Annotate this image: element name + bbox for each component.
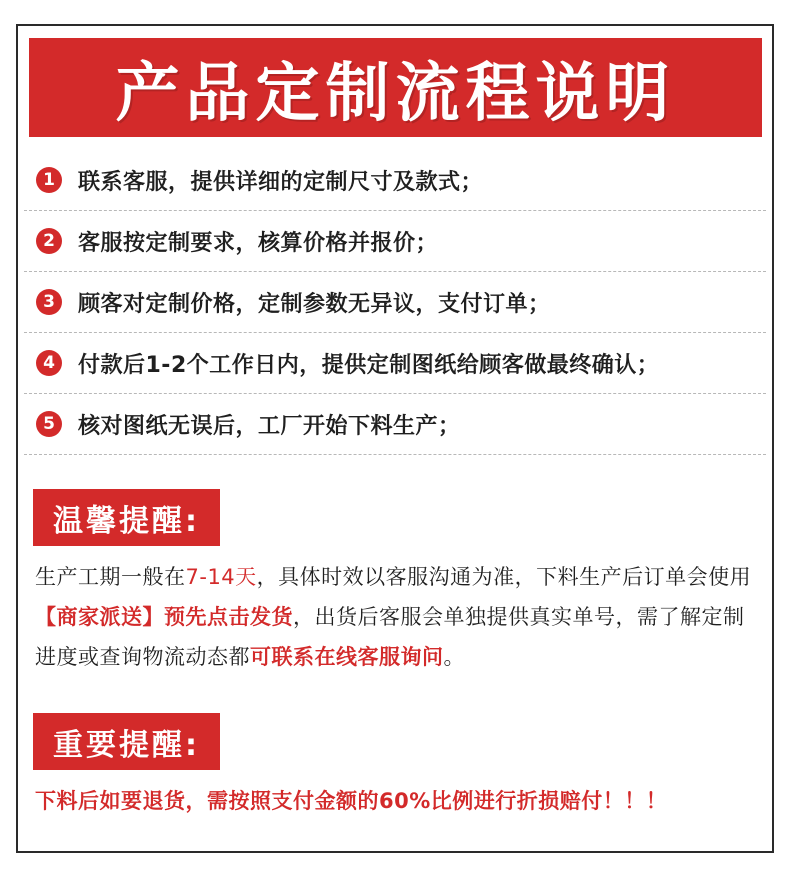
step-item — [24, 211, 766, 272]
step-number-badge: 3 — [36, 289, 62, 315]
step-number-badge: 5 — [36, 411, 62, 437]
tip-text: 生产工期一般在 — [35, 565, 186, 589]
tip-text: 。 — [443, 645, 465, 669]
step-text: 客服按定制要求，核算价格并报价； — [78, 230, 439, 256]
step-number-badge: 2 — [36, 228, 62, 254]
step-item — [24, 272, 766, 333]
step-text: 付款后1-2个工作日内，提供定制图纸给顾客做最终确认； — [78, 352, 660, 378]
tip-notice — [35, 557, 757, 677]
tip-text: ，具体时效以客服沟通为准，下料生产后订单会使用 — [256, 565, 752, 589]
step-number-badge: 1 — [36, 167, 62, 193]
tip-label: 温馨提醒: — [33, 489, 220, 546]
step-text: 联系客服，提供详细的定制尺寸及款式； — [78, 169, 484, 195]
tip-highlight-duration: 7-14天 — [185, 565, 257, 589]
step-number-badge: 4 — [36, 350, 62, 376]
step-item — [24, 333, 766, 394]
tip-highlight-contact: 可联系在线客服询问 — [250, 645, 444, 669]
title-banner — [29, 38, 762, 137]
tip-text: ，出货后客服会单独提供真实单号，需了解定制进度或查询物流动态都 — [35, 605, 745, 669]
step-item — [24, 150, 766, 211]
page-title: 产品定制流程说明 — [115, 56, 676, 131]
tip-highlight-shipping: 【商家派送】预先点击发货 — [35, 605, 293, 629]
important-text: 下料后如要退货，需按照支付金额的60%比例进行折损赔付！！！ — [35, 789, 668, 813]
step-item — [24, 394, 766, 455]
step-text: 核对图纸无误后，工厂开始下料生产； — [78, 413, 461, 439]
step-text: 顾客对定制价格，定制参数无异议，支付订单； — [78, 291, 551, 317]
process-steps — [24, 150, 766, 455]
important-label: 重要提醒: — [33, 713, 220, 770]
